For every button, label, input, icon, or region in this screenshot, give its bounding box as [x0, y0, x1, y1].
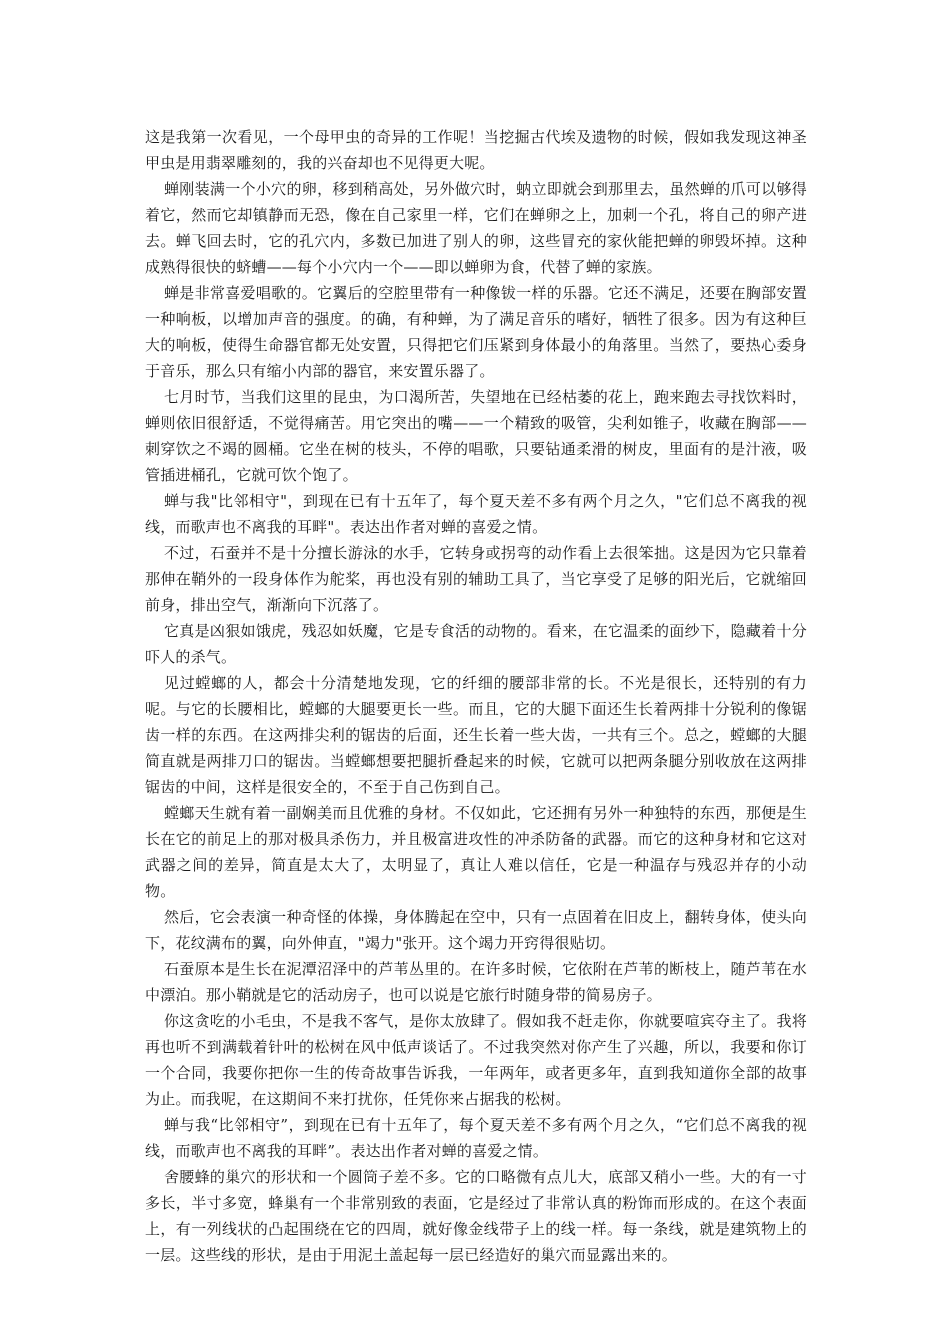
paragraph-8: 见过螳螂的人，都会十分清楚地发现，它的纤细的腰部非常的长。不光是很长，还特别的有力呢。与它的长腰相比，螳螂的大腿要更长一些。而且，它的大腿下面还生长着两排十分锐利的像锯齿一样的东西。在这两排尖利的锯齿的后面，还生长着一些大齿，一共有三个。总之，螳螂的大腿简直就是两排刀口的锯齿。当螳螂想要把腿折叠起来的时候，它就可以把两条腿分别收放在这两排锯齿的中间，这样是很安全的，不至于自己伤到自己。: [145, 674, 807, 796]
paragraph-14: 舍腰蜂的巢穴的形状和一个圆筒子差不多。它的口略微有点儿大，底部又稍小一些。大的有一寸多长，半寸多宽，蜂巢有一个非常别致的表面，它是经过了非常认真的粉饰而形成的。在这个表面上，有一列线状的凸起围绕在它的四周，就好像金线带子上的线一样。每一条线，就是建筑物上的一层。这些线的形状，是由于用泥土盖起每一层已经造好的巢穴而显露出来的。: [145, 1168, 807, 1264]
paragraph-11: 石蚕原本是生长在泥潭沼泽中的芦苇丛里的。在许多时候，它依附在芦苇的断枝上，随芦苇在水中漂泊。那小鞘就是它的活动房子，也可以说是它旅行时随身带的简易房子。: [145, 960, 807, 1004]
paragraph-6: 不过，石蚕并不是十分擅长游泳的水手，它转身或拐弯的动作看上去很笨拙。这是因为它只靠着那伸在鞘外的一段身体作为舵桨，再也没有别的辅助工具了，当它享受了足够的阳光后，它就缩回前身，排出空气，渐渐向下沉落了。: [145, 544, 807, 614]
paragraph-13: 蝉与我“比邻相守”，到现在已有十五年了，每个夏天差不多有两个月之久，“它们总不离我的视线，而歌声也不离我的耳畔”。表达出作者对蝉的喜爱之情。: [145, 1116, 807, 1160]
paragraph-1: 这是我第一次看见，一个母甲虫的奇异的工作呢！当挖掘古代埃及遗物的时候，假如我发现这神圣甲虫是用翡翠雕刻的，我的兴奋却也不见得更大呢。: [145, 128, 807, 172]
paragraph-12: 你这贪吃的小毛虫，不是我不客气，是你太放肆了。假如我不赶走你，你就要喧宾夺主了。我将再也听不到满载着针叶的松树在风中低声谈话了。不过我突然对你产生了兴趣，所以，我要和你订一个合同，我要你把你一生的传奇故事告诉我，一年两年，或者更多年，直到我知道你全部的故事为止。而我呢，在这期间不来打扰你，任凭你来占据我的松树。: [145, 1012, 807, 1108]
paragraph-4: 七月时节，当我们这里的昆虫，为口渴所苦，失望地在已经枯萎的花上，跑来跑去寻找饮料时，蝉则依旧很舒适，不觉得痛苦。用它突出的嘴——一个精致的吸管，尖利如锥子，收藏在胸部——刺穿饮之不竭的圆桶。它坐在树的枝头，不停的唱歌，只要钻通柔滑的树皮，里面有的是汁液，吸管插进桶孔，它就可饮个饱了。: [145, 388, 807, 484]
paragraph-10: 然后，它会表演一种奇怪的体操，身体腾起在空中，只有一点固着在旧皮上，翻转身体，使头向下，花纹满布的翼，向外伸直，"竭力"张开。这个竭力开窍得很贴切。: [145, 908, 807, 952]
paragraph-5: 蝉与我"比邻相守"，到现在已有十五年了，每个夏天差不多有两个月之久，"它们总不离我的视线，而歌声也不离我的耳畔"。表达出作者对蝉的喜爱之情。: [145, 492, 807, 536]
paragraph-2: 蝉刚装满一个小穴的卵，移到稍高处，另外做穴时，蚋立即就会到那里去，虽然蝉的爪可以够得着它，然而它却镇静而无恐，像在自己家里一样，它们在蝉卵之上，加刺一个孔，将自己的卵产进去。蝉飞回去时，它的孔穴内，多数已加进了别人的卵，这些冒充的家伙能把蝉的卵毁坏掉。这种成熟得很快的蛴螬——每个小穴内一个——即以蝉卵为食，代替了蝉的家族。: [145, 180, 807, 276]
paragraph-3: 蝉是非常喜爱唱歌的。它翼后的空腔里带有一种像钹一样的乐器。它还不满足，还要在胸部安置一种响板，以增加声音的强度。的确，有种蝉，为了满足音乐的嗜好，牺牲了很多。因为有这种巨大的响板，使得生命器官都无处安置，只得把它们压紧到身体最小的角落里。当然了，要热心委身于音乐，那么只有缩小内部的器官，来安置乐器了。: [145, 284, 807, 380]
document-body: [145, 124, 807, 1268]
paragraph-7: 它真是凶狠如饿虎，残忍如妖魔，它是专食活的动物的。看来，在它温柔的面纱下，隐藏着十分吓人的杀气。: [145, 622, 807, 666]
paragraph-9: 螳螂天生就有着一副娴美而且优雅的身材。不仅如此，它还拥有另外一种独特的东西，那便是生长在它的前足上的那对极具杀伤力，并且极富进攻性的冲杀防备的武器。而它的这种身材和它这对武器之间的差异，简直是太大了，太明显了，真让人难以信任，它是一种温存与残忍并存的小动物。: [145, 804, 807, 900]
